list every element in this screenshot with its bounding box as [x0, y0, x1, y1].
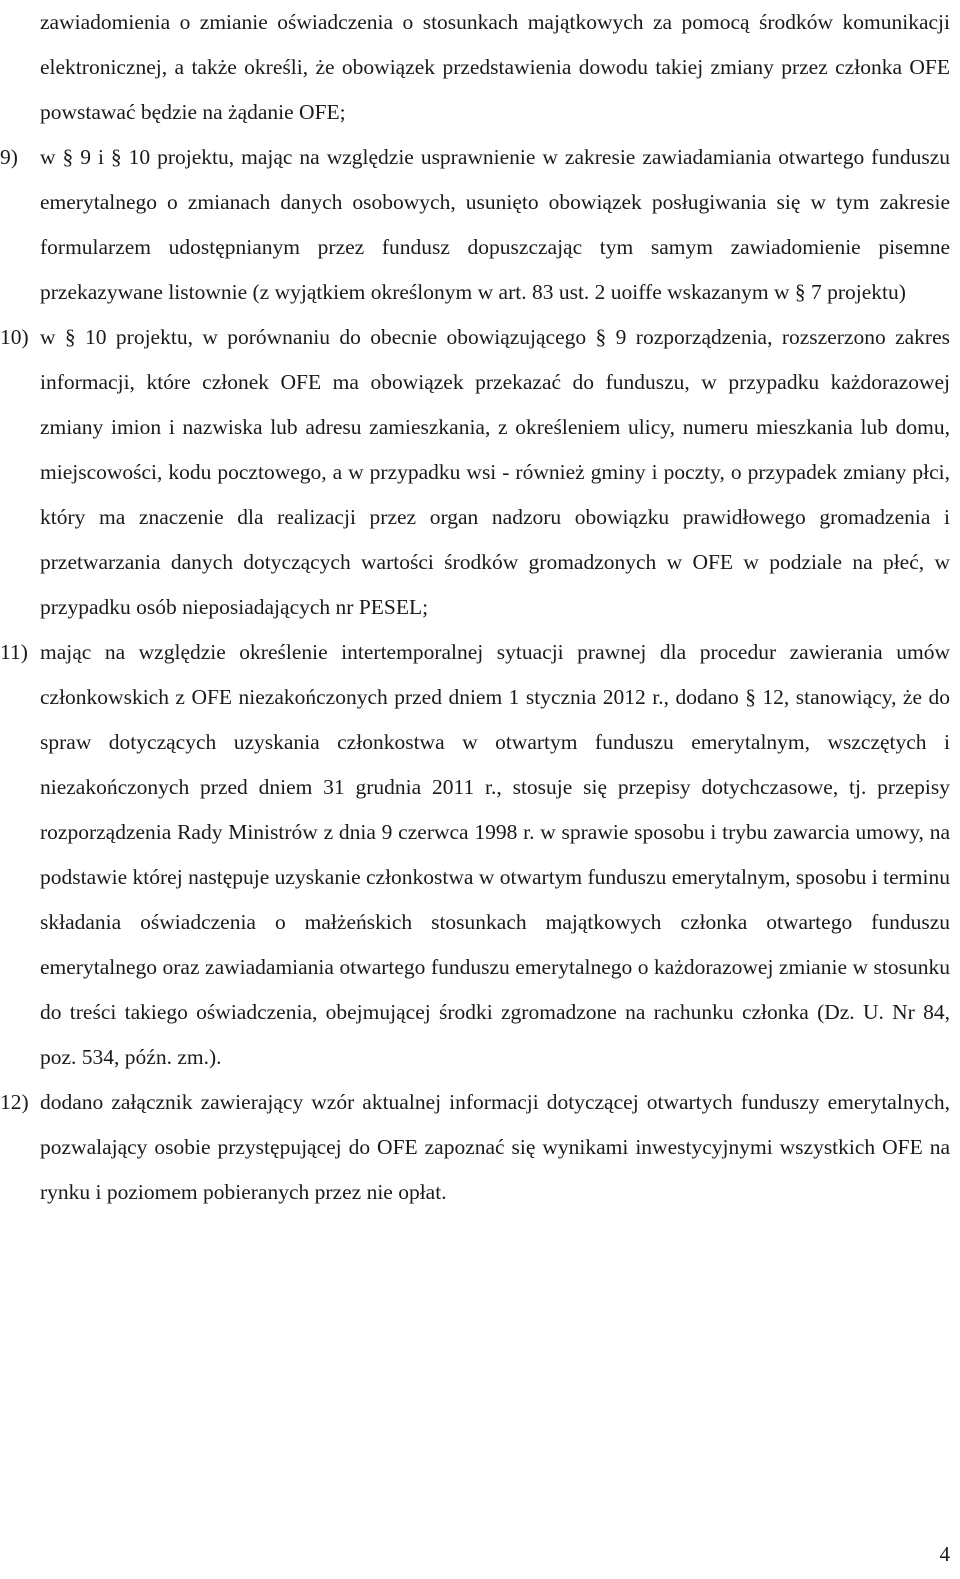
- list-item-number: 9): [0, 145, 18, 169]
- list-item-text: dodano załącznik zawierający wzór aktualnej informacji dotyczącej otwartych funduszy emerytalnych, pozwalający osobie przystępującej do OFE zapoznać się wynikami inwestycyjnymi wszystkich OFE na rynku i poziomem pobieranych przez nie opłat.: [40, 1090, 950, 1204]
- list-item-10: [0, 315, 950, 630]
- list-item-number: 11): [0, 640, 28, 664]
- page-number: 4: [939, 1542, 950, 1566]
- list-item-11: [0, 630, 950, 1080]
- list-item-number: 12): [0, 1090, 29, 1114]
- list-item-text: mając na względzie określenie intertemporalnej sytuacji prawnej dla procedur zawierania umów członkowskich z OFE niezakończonych przed dniem 1 stycznia 2012 r., dodano § 12, stanowiący, że do spraw dotyczących uzyskania członkostwa w otwartym funduszu emerytalnym, wszczętych i niezakończonych przed dniem 31 grudnia 2011 r., stosuje się przepisy dotychczasowe, tj. przepisy rozporządzenia Rady Ministrów z dnia 9 czerwca 1998 r. w sprawie sposobu i trybu zawarcia umowy, na podstawie której następuje uzyskanie członkostwa w otwartym funduszu emerytalnym, sposobu i terminu składania oświadczenia o małżeńskich stosunkach majątkowych członka otwartego funduszu emerytalnego oraz zawiadamiania otwartego funduszu emerytalnego o każdorazowej zmianie w stosunku do treści takiego oświadczenia, obejmującej środki zgromadzone na rachunku członka (Dz. U. Nr 84, poz. 534, późn. zm.).: [40, 640, 950, 1069]
- list-item-9: [0, 135, 950, 315]
- list-item-number: 10): [0, 325, 29, 349]
- list-item-text: w § 9 i § 10 projektu, mając na względzie usprawnienie w zakresie zawiadamiania otwartego funduszu emerytalnego o zmianach danych osobowych, usunięto obowiązek posługiwania się w tym zakresie formularzem udostępnianym przez fundusz dopuszczając tym samym zawiadomienie pisemne przekazywane listownie (z wyjątkiem określonym w art. 83 ust. 2 uoiffe wskazanym w § 7 projektu): [40, 145, 950, 304]
- list-item-12: [0, 1080, 950, 1215]
- list-item-text: w § 10 projektu, w porównaniu do obecnie obowiązującego § 9 rozporządzenia, rozszerzono zakres informacji, które członek OFE ma obowiązek przekazać do funduszu, w przypadku każdorazowej zmiany imion i nazwiska lub adresu zamieszkania, z określeniem ulicy, numeru mieszkania lub domu, miejscowości, kodu pocztowego, a w przypadku wsi - również gminy i poczty, o przypadek zmiany płci, który ma znaczenie dla realizacji przez organ nadzoru obowiązku prawidłowego gromadzenia i przetwarzania danych dotyczących wartości środków gromadzonych w OFE w podziale na płeć, w przypadku osób nieposiadających nr PESEL;: [40, 325, 950, 619]
- intro-paragraph: zawiadomienia o zmianie oświadczenia o stosunkach majątkowych za pomocą środków komunikacji elektronicznej, a także określi, że obowiązek przedstawienia dowodu takiej zmiany przez członka OFE powstawać będzie na żądanie OFE;: [40, 10, 950, 124]
